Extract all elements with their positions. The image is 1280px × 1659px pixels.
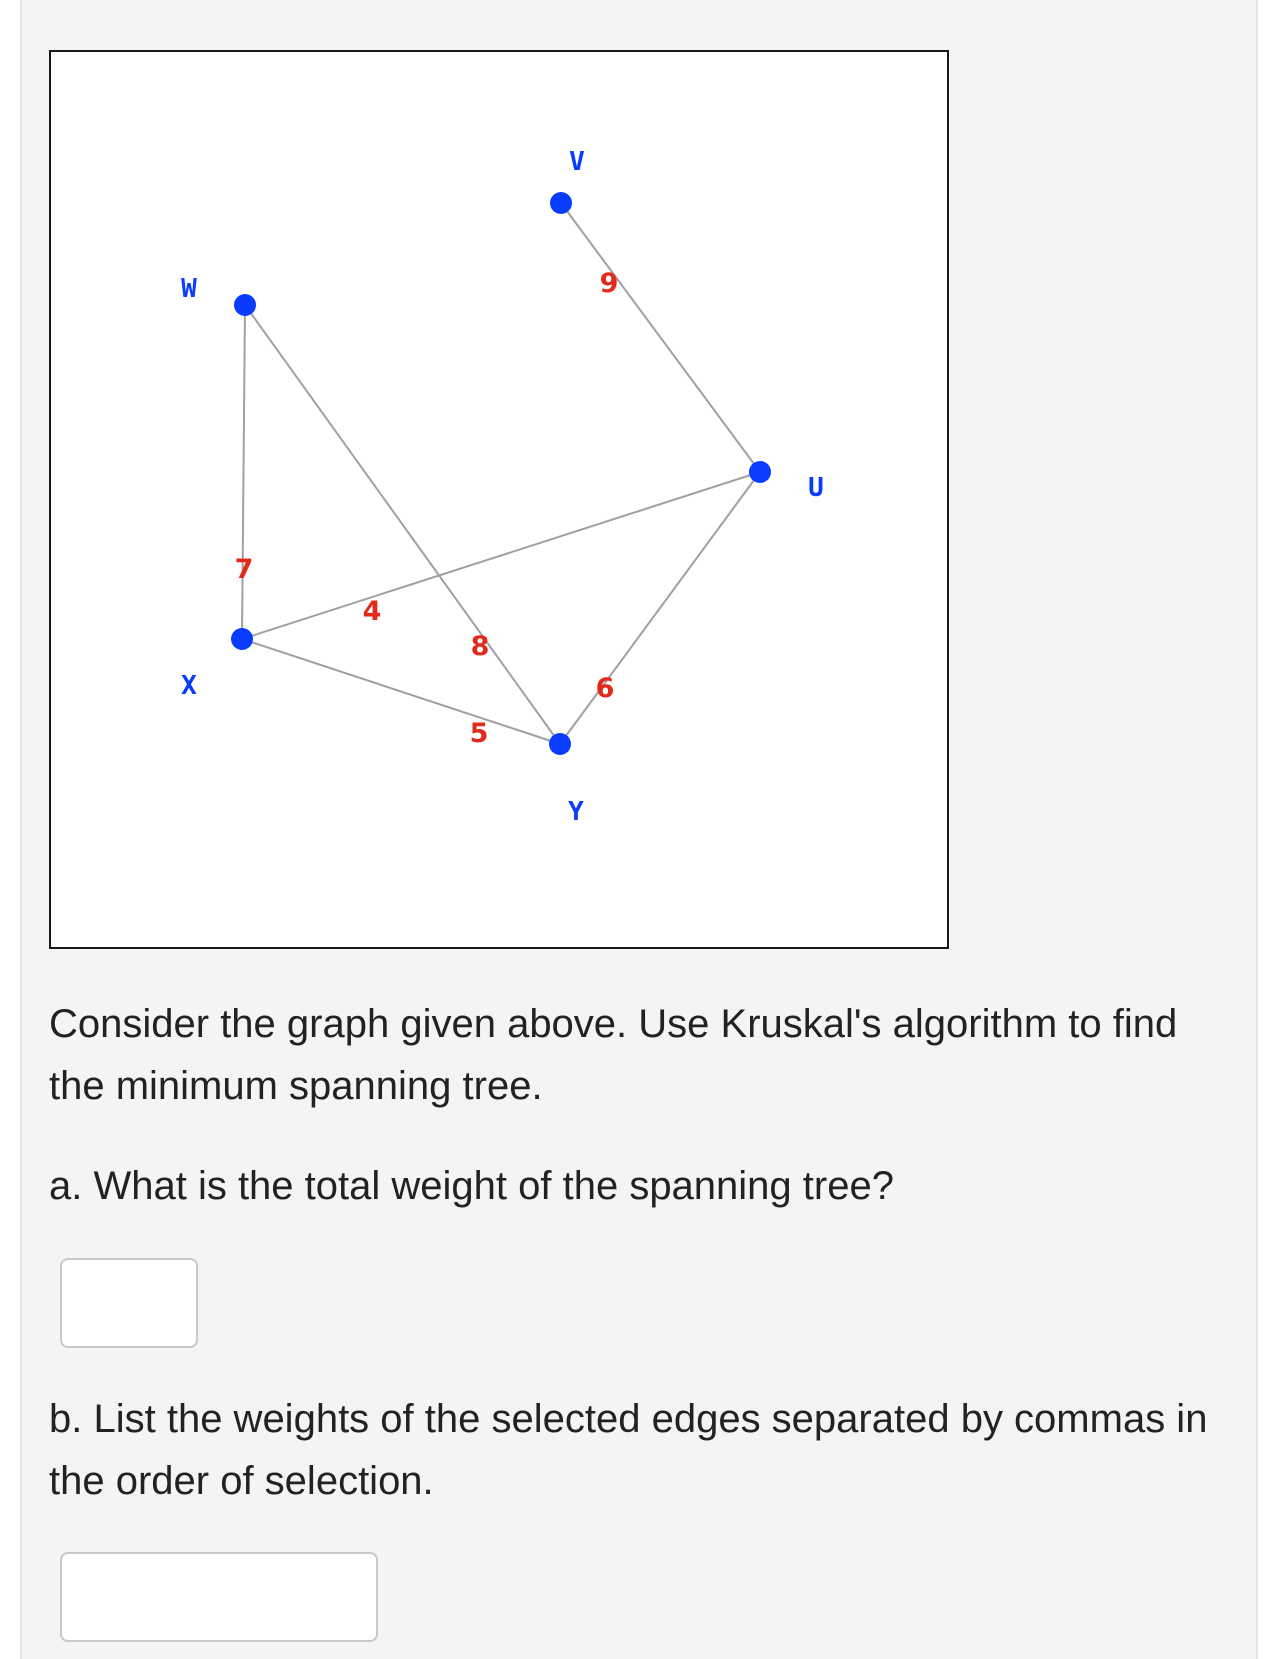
node-v [550,192,572,214]
edge-w-x [242,305,245,639]
question-part-b: b. List the weights of the selected edges separated by commas in the order of selection. [49,1397,1208,1503]
node-label-x: X [181,671,197,701]
edge-y-u [560,472,760,744]
node-x [231,628,253,650]
graph-diagram [49,50,949,949]
weight-layer [235,268,619,749]
edge-layer [242,203,760,744]
edge-weight-x-y: 5 [469,718,489,749]
total-weight-input[interactable] [60,1258,198,1348]
question-intro: Consider the graph given above. Use Kruskal's algorithm to find the minimum spanning tree. [49,1002,1178,1108]
edge-weights-input[interactable] [60,1552,378,1642]
edge-weight-y-u: 6 [595,673,615,704]
node-layer [231,192,771,755]
node-w [234,294,256,316]
node-label-y: Y [568,797,584,827]
graph-image [49,50,949,949]
node-u [749,461,771,483]
question-panel [20,0,1258,1659]
node-label-u: U [808,473,824,503]
edge-x-y [242,639,560,744]
edge-x-u [242,472,760,639]
edge-weight-w-x: 7 [234,554,254,585]
edge-weight-x-u: 4 [362,596,382,627]
node-y [549,733,571,755]
question-part-a: a. What is the total weight of the spanning tree? [49,1164,894,1208]
node-label-w: W [181,274,197,304]
edge-weight-v-u: 9 [599,268,619,299]
edge-weight-w-y: 8 [470,631,490,662]
edge-w-y [245,305,560,744]
edge-v-u [561,203,760,472]
node-label-v: V [569,147,585,177]
